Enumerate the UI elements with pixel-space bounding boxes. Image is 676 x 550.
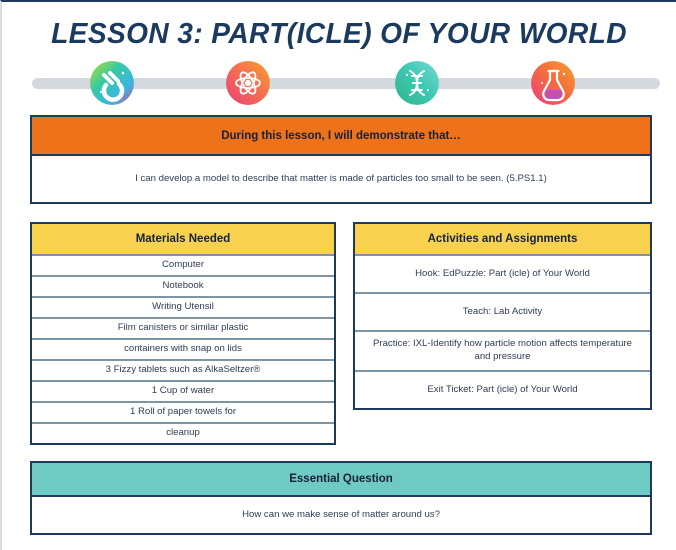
list-item: cleanup [32,422,334,443]
list-item: Practice: IXL-Identify how particle motion affects temperature and pressure [355,330,650,370]
activities-header: Activities and Assignments [355,224,650,254]
activities-block [353,222,652,410]
objective-block [30,115,652,204]
list-item: Film canisters or similar plastic [32,317,334,338]
flask-icon [531,61,575,105]
list-item: Hook: EdPuzzle: Part (icle) of Your World [355,254,650,292]
list-item: containers with snap on lids [32,338,334,359]
list-item: 1 Roll of paper towels for [32,401,334,422]
list-item: Notebook [32,275,334,296]
tables-row [30,222,652,445]
essential-question-body: How can we make sense of matter around us? [32,495,650,533]
list-item: Computer [32,254,334,275]
objective-body: I can develop a model to describe that matter is made of particles too small to be seen. (5.PS1.1) [32,154,650,202]
list-item: 3 Fizzy tablets such as AlkaSeltzer® [32,359,334,380]
list-item: 1 Cup of water [32,380,334,401]
magnet-icon [90,61,134,105]
atom-icon [226,61,270,105]
essential-question-header: Essential Question [32,463,650,495]
dna-icon [395,61,439,105]
page-title: LESSON 3: PART(ICLE) OF YOUR WORLD [51,18,627,50]
list-item: Writing Utensil [32,296,334,317]
essential-question-block [30,461,652,535]
list-item: Exit Ticket: Part (icle) of Your World [355,370,650,408]
materials-block [30,222,336,445]
list-item: Teach: Lab Activity [355,292,650,330]
objective-header: During this lesson, I will demonstrate that… [32,117,650,154]
progress-bar-row [2,57,676,107]
page-title-area [2,2,676,49]
materials-header: Materials Needed [32,224,334,254]
